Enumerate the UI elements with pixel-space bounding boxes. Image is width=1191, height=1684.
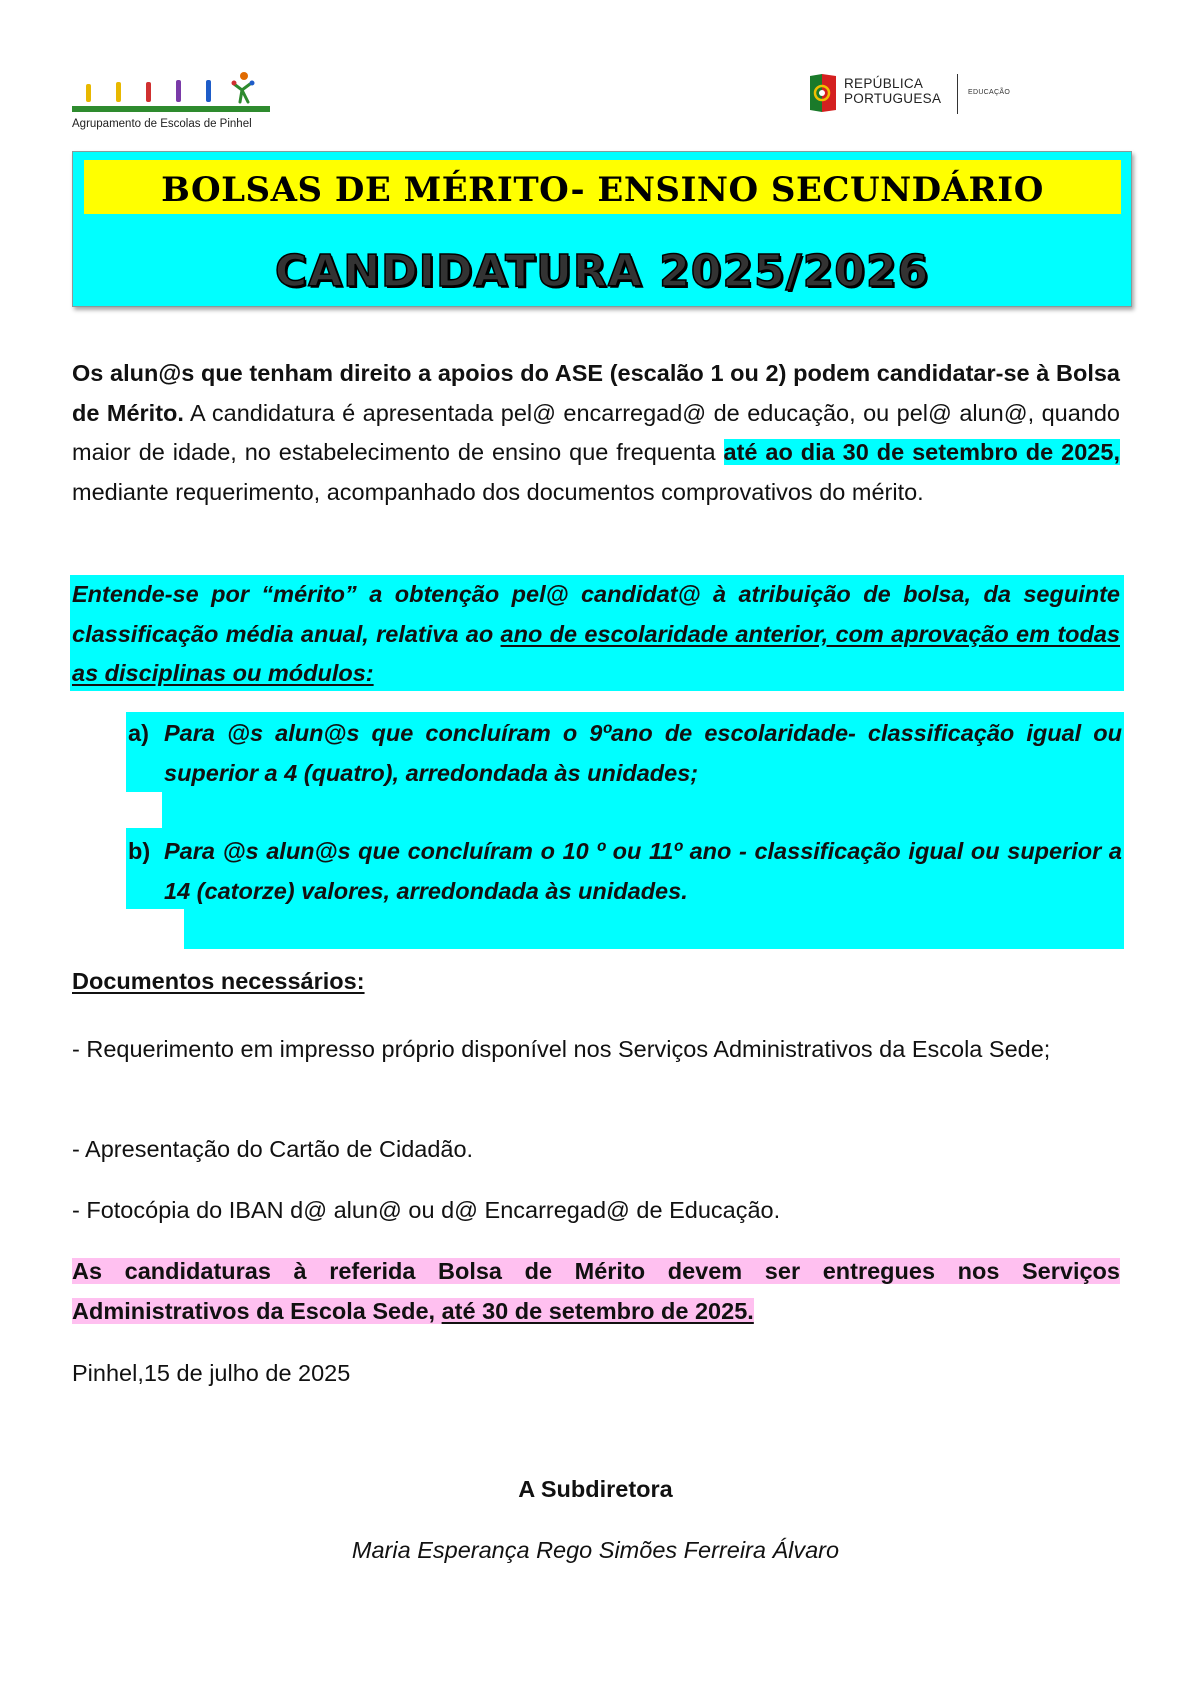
- intro-bold-lead: Os alun@s que tenham direito a apoios do ASE (escalão 1 ou 2) podem candidatar-se à Bolsa de Mérito.: [72, 360, 1120, 426]
- item-a-highlight-extra: [162, 792, 1124, 828]
- republic-department: EDUCAÇÃO: [968, 89, 1011, 96]
- intro-paragraph: [72, 354, 1120, 512]
- list-item-label: b): [128, 838, 151, 864]
- republic-name: REPÚBLICA PORTUGUESA: [844, 76, 942, 106]
- logo-divider: [957, 74, 958, 114]
- school-logo-icon: [72, 70, 272, 118]
- document-item-3: - Fotocópia do IBAN d@ alun@ ou d@ Encarregad@ de Educação.: [72, 1197, 781, 1223]
- school-name: Agrupamento de Escolas de Pinhel: [72, 118, 252, 130]
- merit-underlined: ano de escolaridade anterior, com aprovação em todas as disciplinas ou módulos:: [72, 620, 1120, 686]
- intro-deadline: até ao dia 30 de setembro de 2025: [723, 439, 1114, 465]
- submission-deadline: até 30 de setembro de 2025.: [441, 1297, 754, 1324]
- list-item-text: Para @s alun@s que concluíram o 9ºano de escolaridade- classificação igual ou superior a 4 (quatro), arredondada às unidades;: [164, 720, 1122, 786]
- document-title: BOLSAS DE MÉRITO- ENSINO SECUNDÁRIO: [161, 170, 1044, 210]
- documents-heading: Documentos necessários:: [72, 968, 365, 994]
- list-item-text: Para @s alun@s que concluíram o 10 º ou 11º ano - classificação igual ou superior a 14 (catorze) valores, arredondada às unidades.: [164, 838, 1122, 904]
- title-highlight: [84, 160, 1121, 214]
- intro-text-1: A candidatura é apresentada pel@ encarregad@ de educação, ou pel@ alun@, quando maior de idade, no estabelecimento de ensino que frequenta: [72, 399, 1121, 465]
- item-b-highlight-extra: [184, 909, 1124, 949]
- intro-text-2: mediante requerimento, acompanhado dos documentos comprovativos do mérito.: [72, 478, 924, 505]
- intro-deadline-comma: ,: [1113, 439, 1120, 465]
- document-item-2: - Apresentação do Cartão de Cidadão.: [72, 1136, 474, 1162]
- place-date: Pinhel,15 de julho de 2025: [72, 1360, 351, 1386]
- republic-logo: [806, 72, 1036, 116]
- submission-note: As candidaturas à referida Bolsa de Mérito devem ser entregues nos Serviços Administrativos da Escola Sede, até 30 de setembro de 2025.: [72, 1258, 1120, 1324]
- merit-text: Entende-se por “mérito” a obtenção pel@ candidat@ à atribuição de bolsa, da seguinte classificação média anual, relativa ao ano de escolaridade anterior, com aprovação em todas as disciplinas ou módulos:: [72, 581, 1120, 686]
- document-subtitle: CANDIDATURA 2025/2026: [274, 246, 930, 297]
- signature-role: A Subdiretora: [518, 1476, 673, 1502]
- document-item-1: - Requerimento em impresso próprio disponível nos Serviços Administrativos da Escola Sede;: [72, 1036, 1051, 1062]
- merit-definition: [70, 575, 1124, 691]
- republic-flag-icon: [806, 72, 840, 114]
- signature-name: Maria Esperança Rego Simões Ferreira Álvaro: [351, 1537, 840, 1563]
- school-logo: [72, 70, 272, 136]
- list-item-label: a): [128, 720, 149, 746]
- title-banner: [72, 151, 1132, 307]
